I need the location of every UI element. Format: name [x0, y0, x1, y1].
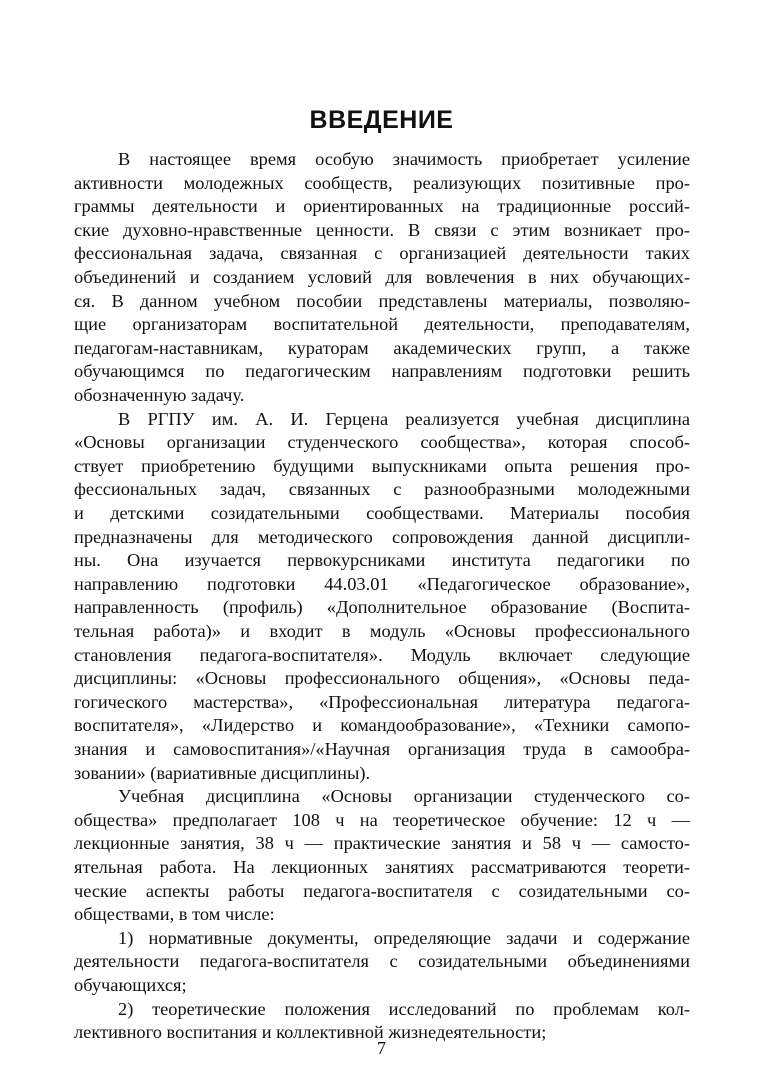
text-line: деятельности педагога-воспитателя с созидательными объединениями	[74, 951, 690, 972]
text-line: ся. В данном учебном пособии представлены материалы, позволяю-	[74, 290, 690, 311]
text-line: 2) теоретические положения исследований по проблемам кол-	[118, 998, 690, 1019]
text-line: обучающимся по педагогическим направлениям подготовки решить	[74, 361, 690, 382]
text-line: объединений и созданием условий для вовлечения в них обучающих-	[74, 267, 690, 287]
text-line: педагогам-наставникам, кураторам академических групп, а также	[74, 337, 690, 358]
page-title: ВВЕДЕНИЕ	[309, 106, 454, 134]
text-line: Учебная дисциплина «Основы организации студенческого со-	[118, 786, 690, 807]
text-line: направлению подготовки 44.03.01 «Педагогическое образование»,	[74, 573, 690, 594]
text-line: общества» предполагает 108 ч на теоретическое обучение: 12 ч —	[74, 809, 690, 830]
text-line: активности молодежных сообществ, реализующих позитивные про-	[74, 172, 690, 193]
text-line: фессиональных задач, связанных с разнообразными молодежными	[74, 479, 690, 500]
text-line: становления педагога-воспитателя». Модуль включает следующие	[74, 644, 690, 665]
text-line: ческие аспекты работы педагога-воспитателя с созидательными со-	[74, 880, 690, 901]
text-line: обществами, в том числе:	[74, 904, 275, 925]
text-line: гогического мастерства», «Профессиональная литература педагога-	[74, 691, 690, 712]
text-line: предназначены для методического сопровождения данной дисципли-	[74, 526, 690, 547]
text-line: фессиональная задача, связанная с организацией деятельности таких	[74, 243, 690, 264]
text-line: воспитателя», «Лидерство и командообразование», «Техники самопо-	[74, 715, 690, 736]
text-line: ны. Она изучается первокурсниками института педагогики по	[74, 550, 690, 571]
text-line: «Основы организации студенческого сообщества», которая способ-	[74, 432, 690, 453]
text-line: обозначенную задачу.	[74, 385, 245, 405]
page-number: 7	[377, 1038, 386, 1058]
text-line: дисциплины: «Основы профессионального общения», «Основы педа-	[74, 668, 690, 689]
text-line: лективного воспитания и коллективной жизнедеятельности;	[74, 1022, 547, 1043]
text-line: тельная работа)» и входит в модуль «Основы профессионального	[74, 621, 690, 641]
text-line: граммы деятельности и ориентированных на традиционные россий-	[74, 196, 690, 217]
text-line: ятельная работа. На лекционных занятиях рассматриваются теорети-	[74, 857, 690, 877]
text-line: обучающихся;	[74, 975, 187, 995]
text-line: знания и самовоспитания»/«Научная организация труда в самообра-	[74, 739, 690, 759]
text-line: зовании» (вариативные дисциплины).	[74, 762, 371, 783]
text-line: лекционные занятия, 38 ч — практические занятия и 58 ч — самосто-	[74, 833, 690, 854]
text-line: В настоящее время особую значимость приобретает усиление	[118, 149, 690, 169]
text-line: 1) нормативные документы, определяющие задачи и содержание	[118, 927, 690, 948]
text-line: В РГПУ им. А. И. Герцена реализуется учебная дисциплина	[118, 408, 690, 429]
text-line: направленность (профиль) «Дополнительное образование (Воспита-	[74, 597, 690, 618]
text-line: щие организаторам воспитательной деятельности, преподавателям,	[74, 314, 690, 335]
text-line: и детскими созидательными сообществами. Материалы пособия	[74, 503, 690, 523]
text-line: ские духовно-нравственные ценности. В связи с этим возникает про-	[74, 219, 690, 240]
text-line: ствует приобретению будущими выпускниками опыта решения про-	[74, 455, 690, 476]
